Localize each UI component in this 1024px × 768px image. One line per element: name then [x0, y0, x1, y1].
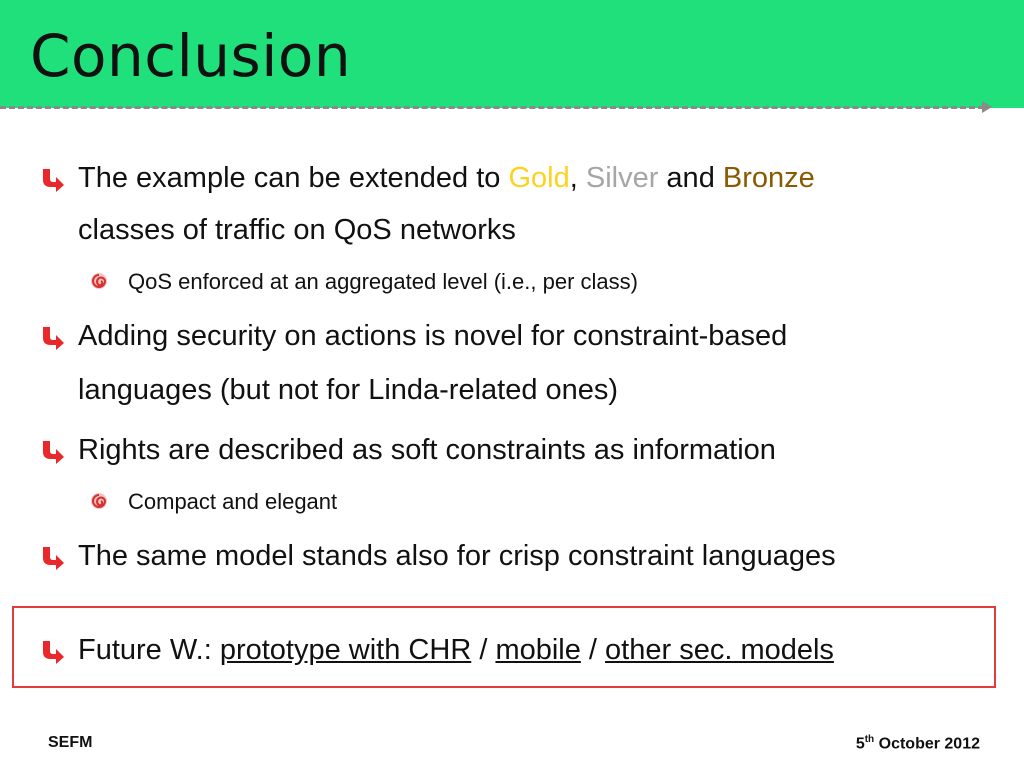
swirl-icon [90, 272, 108, 290]
bullet-3-text: Rights are described as soft constraints as information [78, 434, 776, 466]
footer-day-suffix: th [864, 734, 875, 745]
future-work-text [78, 632, 978, 668]
future-work-label: Future W.: [78, 634, 220, 666]
bronze-label: Bronze [722, 162, 815, 194]
footer-date-rest: October 2012 [874, 735, 980, 753]
bullet-1-line2-text: classes of traffic on QoS networks [78, 214, 516, 246]
bullet-2-line2-text: languages (but not for Linda-related ones) [78, 374, 619, 406]
divider-arrowhead-icon [982, 101, 992, 113]
title-divider [0, 106, 984, 109]
swirl-icon [90, 492, 108, 510]
bullet-1-text [78, 160, 978, 196]
separator: / [471, 634, 496, 666]
curved-arrow-icon [40, 324, 66, 350]
footer-left: SEFM [48, 734, 93, 751]
bullet-1-prefix: The example can be extended to [78, 162, 509, 194]
sub-bullet-3-text: Compact and elegant [128, 489, 338, 514]
curved-arrow-icon [40, 544, 66, 570]
title-bar [0, 0, 1024, 108]
silver-label: Silver [585, 162, 659, 194]
curved-arrow-icon [40, 438, 66, 464]
separator: / [580, 634, 606, 666]
slide-title: Conclusion [30, 22, 352, 90]
comma: , [569, 162, 578, 194]
and-word: and [658, 162, 723, 194]
footer-date [856, 734, 980, 753]
sub-bullet-1-text: QoS enforced at an aggregated level (i.e., per class) [128, 269, 638, 294]
link-prototype-chr[interactable]: prototype with CHR [219, 634, 472, 666]
curved-arrow-icon [40, 166, 66, 192]
curved-arrow-icon [40, 638, 66, 664]
footer-day: 5 [855, 735, 865, 753]
gold-label: Gold [508, 162, 570, 194]
link-mobile[interactable]: mobile [495, 634, 581, 666]
bullet-4-text: The same model stands also for crisp constraint languages [78, 540, 836, 572]
bullet-2-text: Adding security on actions is novel for constraint-based [78, 320, 788, 352]
link-other-sec-models[interactable]: other sec. models [605, 634, 834, 666]
